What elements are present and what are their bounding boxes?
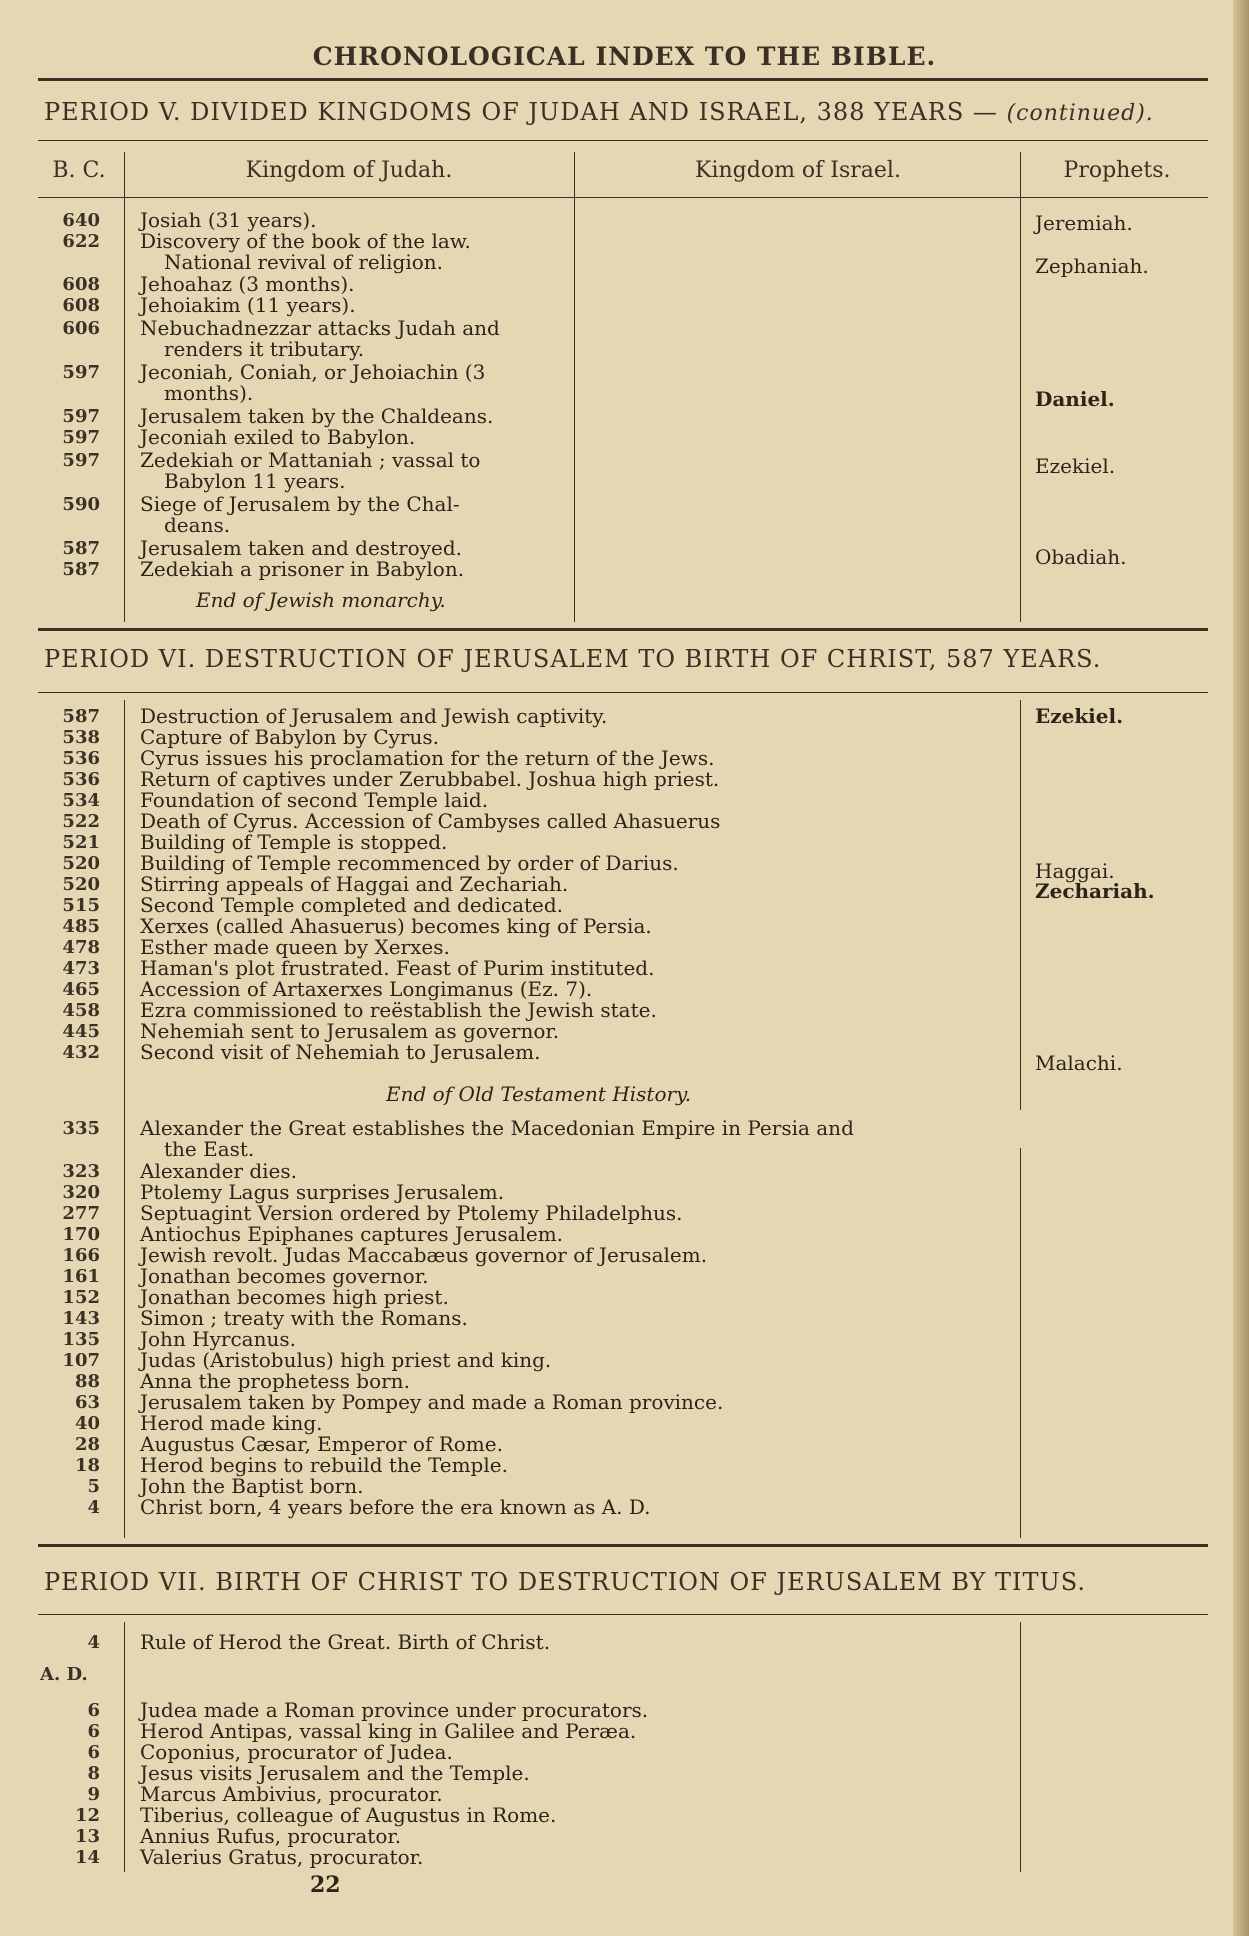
event: Tiberius, colleague of Augustus in Rome. — [140, 1803, 557, 1827]
event: Xerxes (called Ahasuerus) becomes king of Persia. — [140, 914, 652, 938]
year: 8 — [87, 1763, 100, 1784]
year: 465 — [62, 979, 100, 1000]
period-7-top-rule — [38, 1614, 1208, 1615]
year: 40 — [74, 1413, 100, 1434]
year: 521 — [62, 832, 100, 853]
year: 5 — [87, 1476, 100, 1497]
year: 520 — [62, 853, 100, 874]
period-6-title: PERIOD VI. DESTRUCTION OF JERUSALEM TO BIRTH OF CHRIST, 587 YEARS. — [44, 645, 1102, 673]
event: Alexander dies. — [140, 1159, 297, 1183]
year: 522 — [62, 811, 100, 832]
head-rule — [38, 78, 1208, 81]
event: Second visit of Nehemiah to Jerusalem. — [140, 1040, 541, 1064]
event: Coponius, procurator of Judea. — [140, 1740, 453, 1764]
event: Discovery of the book of the law. — [140, 229, 471, 253]
event: Jerusalem taken by the Chaldeans. — [140, 404, 494, 428]
event: Augustus Cæsar, Emperor of Rome. — [140, 1432, 503, 1456]
year: 606 — [62, 318, 100, 339]
year: 597 — [62, 406, 100, 427]
prophet: Ezekiel. — [1035, 704, 1124, 728]
year: 107 — [62, 1350, 100, 1371]
event: Nebuchadnezzar attacks Judah and — [140, 316, 500, 340]
event: Josiah (31 years). — [140, 208, 317, 232]
year: 6 — [87, 1721, 100, 1742]
year: 4 — [87, 1497, 100, 1518]
page-number: 22 — [310, 1872, 341, 1898]
period-5-top-rule — [38, 140, 1208, 141]
year: 135 — [62, 1329, 100, 1350]
event: Jerusalem taken by Pompey and made a Roman province. — [140, 1390, 724, 1414]
header-rule — [38, 197, 1208, 198]
year: 28 — [74, 1434, 100, 1455]
year: 63 — [74, 1392, 100, 1413]
event: Siege of Jerusalem by the Chal- — [140, 492, 460, 516]
event: deans. — [164, 513, 231, 537]
event: Herod begins to rebuild the Temple. — [140, 1453, 508, 1477]
event: Second Temple completed and dedicated. — [140, 893, 564, 917]
event: Esther made queen by Xerxes. — [140, 935, 450, 959]
year: 534 — [62, 790, 100, 811]
event: Zedekiah a prisoner in Babylon. — [140, 557, 465, 581]
event: John the Baptist born. — [140, 1474, 364, 1498]
event: Jehoiakim (11 years). — [140, 293, 356, 317]
year: 478 — [62, 937, 100, 958]
event: Rule of Herod the Great. Birth of Christ. — [140, 1630, 551, 1654]
event: Antiochus Epiphanes captures Jerusalem. — [140, 1222, 564, 1246]
event: Septuagint Version ordered by Ptolemy Philadelphus. — [140, 1201, 683, 1225]
event: Judas (Aristobulus) high priest and king. — [140, 1348, 552, 1372]
event: the East. — [164, 1137, 255, 1161]
event: Destruction of Jerusalem and Jewish captivity. — [140, 704, 608, 728]
prophet: Malachi. — [1035, 1051, 1123, 1075]
event: Haman's plot frustrated. Feast of Purim instituted. — [140, 956, 655, 980]
judah-header: Kingdom of Judah. — [245, 158, 453, 183]
event: Alexander the Great establishes the Macedonian Empire in Persia and — [140, 1116, 854, 1140]
prophet: Jeremiah. — [1035, 211, 1133, 235]
year: 520 — [62, 874, 100, 895]
event: National revival of religion. — [164, 250, 443, 274]
year: 335 — [62, 1118, 100, 1139]
year: 538 — [62, 727, 100, 748]
prophets-header: Prophets. — [1063, 158, 1171, 183]
year: 88 — [74, 1371, 100, 1392]
prophet: Daniel. — [1035, 387, 1115, 411]
year: 536 — [62, 769, 100, 790]
col-divider-bc — [124, 152, 125, 622]
period-6-top-rule — [38, 692, 1208, 693]
year: 587 — [62, 706, 100, 727]
prophet: Zephaniah. — [1035, 254, 1149, 278]
year: 473 — [62, 958, 100, 979]
year: 6 — [87, 1700, 100, 1721]
col-divider-israel — [1020, 152, 1021, 622]
year: 9 — [87, 1784, 100, 1805]
year: 458 — [62, 1000, 100, 1021]
year: 608 — [62, 295, 100, 316]
year: 152 — [62, 1287, 100, 1308]
col-divider-judah — [574, 152, 575, 622]
event: Anna the prophetess born. — [140, 1369, 410, 1393]
year: 6 — [87, 1742, 100, 1763]
event: Valerius Gratus, procurator. — [140, 1845, 424, 1869]
period-5-continued: (continued). — [1006, 101, 1154, 126]
event: Babylon 11 years. — [164, 469, 346, 493]
year: 320 — [62, 1182, 100, 1203]
israel-header: Kingdom of Israel. — [695, 158, 901, 183]
event: Herod Antipas, vassal king in Galilee and Peræa. — [140, 1719, 637, 1743]
year: 143 — [62, 1308, 100, 1329]
year: 161 — [62, 1266, 100, 1287]
year: 166 — [62, 1245, 100, 1266]
col-divider-prophets-lower — [1020, 1148, 1021, 1538]
prophet: Zechariah. — [1035, 879, 1155, 903]
event: Ezra commissioned to reëstablish the Jewish state. — [140, 998, 657, 1022]
period-6-bottom-rule — [38, 1544, 1208, 1547]
event: Jewish revolt. Judas Maccabæus governor of Jerusalem. — [140, 1243, 708, 1267]
bc-header: B. C. — [52, 158, 106, 183]
event: Ptolemy Lagus surprises Jerusalem. — [140, 1180, 505, 1204]
col-divider-bc — [124, 1622, 125, 1872]
year: 590 — [62, 494, 100, 515]
event: Cyrus issues his proclamation for the return of the Jews. — [140, 746, 715, 770]
event: renders it tributary. — [164, 337, 365, 361]
event: Jesus visits Jerusalem and the Temple. — [140, 1761, 530, 1785]
event: Accession of Artaxerxes Longimanus (Ez. 7). — [140, 977, 593, 1001]
running-head: CHRONOLOGICAL INDEX TO THE BIBLE. — [312, 42, 937, 71]
col-divider-prophets — [1020, 1622, 1021, 1872]
event: Jeconiah, Coniah, or Jehoiachin (3 — [140, 360, 486, 384]
event: Jehoahaz (3 months). — [140, 272, 355, 296]
event: Jerusalem taken and destroyed. — [140, 536, 462, 560]
event: Christ born, 4 years before the era known as A. D. — [140, 1495, 651, 1519]
period-5-bottom-rule — [38, 628, 1208, 631]
end-of-monarchy-note: End of Jewish monarchy. — [196, 588, 446, 612]
year: 597 — [62, 427, 100, 448]
year: 4 — [87, 1632, 100, 1653]
year: 536 — [62, 748, 100, 769]
ad-label: A. D. — [40, 1664, 88, 1685]
period-5-title-text: PERIOD V. DIVIDED KINGDOMS OF JUDAH AND ISRAEL, 388 YEARS — — [44, 98, 1007, 126]
event: John Hyrcanus. — [140, 1327, 296, 1351]
event: Simon ; treaty with the Romans. — [140, 1306, 468, 1330]
event: Zedekiah or Mattaniah ; vassal to — [140, 448, 481, 472]
event: Capture of Babylon by Cyrus. — [140, 725, 440, 749]
year: 14 — [74, 1847, 100, 1868]
event: Foundation of second Temple laid. — [140, 788, 489, 812]
year: 597 — [62, 362, 100, 383]
prophet: Ezekiel. — [1035, 454, 1116, 478]
event: months). — [164, 381, 254, 405]
event: Nehemiah sent to Jerusalem as governor. — [140, 1019, 560, 1043]
prophet: Haggai. — [1035, 859, 1115, 883]
event: Judea made a Roman province under procurators. — [140, 1698, 649, 1722]
year: 597 — [62, 450, 100, 471]
page-edge — [1233, 0, 1249, 1936]
event: Jeconiah exiled to Babylon. — [140, 425, 416, 449]
year: 485 — [62, 916, 100, 937]
event: Death of Cyrus. Accession of Cambyses called Ahasuerus — [140, 809, 721, 833]
event: Annius Rufus, procurator. — [140, 1824, 402, 1848]
year: 323 — [62, 1161, 100, 1182]
col-divider-bc — [124, 700, 125, 1538]
col-divider-prophets — [1020, 700, 1021, 1110]
period-5-title — [44, 98, 1214, 126]
event: Stirring appeals of Haggai and Zechariah. — [140, 872, 569, 896]
event: Marcus Ambivius, procurator. — [140, 1782, 443, 1806]
year: 640 — [62, 210, 100, 231]
period-7-title: PERIOD VII. BIRTH OF CHRIST TO DESTRUCTION OF JERUSALEM BY TITUS. — [44, 1568, 1086, 1596]
year: 13 — [74, 1826, 100, 1847]
year: 587 — [62, 538, 100, 559]
year: 277 — [62, 1203, 100, 1224]
event: Return of captives under Zerubbabel. Joshua high priest. — [140, 767, 720, 791]
year: 18 — [74, 1455, 100, 1476]
year: 12 — [74, 1805, 100, 1826]
event: Building of Temple is stopped. — [140, 830, 448, 854]
year: 515 — [62, 895, 100, 916]
event: Jonathan becomes governor. — [140, 1264, 429, 1288]
event: Jonathan becomes high priest. — [140, 1285, 449, 1309]
prophet: Obadiah. — [1035, 545, 1127, 569]
event: Building of Temple recommenced by order of Darius. — [140, 851, 679, 875]
year: 432 — [62, 1042, 100, 1063]
year: 608 — [62, 274, 100, 295]
year: 587 — [62, 559, 100, 580]
event: Herod made king. — [140, 1411, 323, 1435]
year: 445 — [62, 1021, 100, 1042]
year: 622 — [62, 231, 100, 252]
year: 170 — [62, 1224, 100, 1245]
end-of-ot-note: End of Old Testament History. — [386, 1082, 692, 1106]
